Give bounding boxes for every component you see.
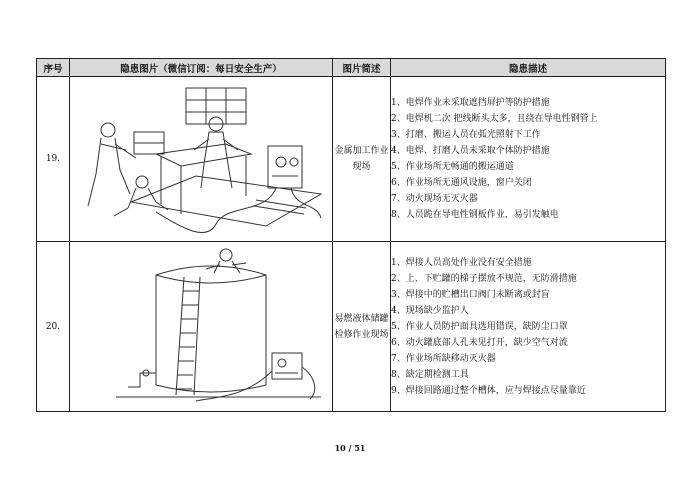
hazard-table: [36, 58, 666, 412]
row-number: 19.: [37, 77, 70, 242]
hazard-item: 2、电焊机二次 把线断头太多，且绕在导电性钢管上: [391, 114, 598, 124]
hazard-item: 2、上、下贮罐的梯子摆放不规范，无防滑措施: [391, 273, 577, 284]
hazard-item: 5、作业人员防护面具选用错误，缺防尘口罩: [391, 321, 568, 332]
hazard-item: 1、焊接人员高处作业没有安全措施: [391, 257, 532, 268]
hazard-item: 8、缺定期检测工具: [391, 369, 469, 380]
row-image-cell: [70, 77, 333, 242]
hazard-item: 1、电焊作业未采取遮挡屏护等防护措施: [391, 98, 550, 108]
hazard-item: 7、动火现场无灭火器: [391, 194, 478, 204]
hazard-item: 3、焊接中的贮槽出口阀门未断离或封盲: [391, 289, 550, 300]
hazard-list: [391, 95, 665, 223]
hazard-item: 6、动火罐底部人孔未见打开，缺少空气对流: [391, 337, 568, 348]
row-brief: 易燃液体储罐检修作业现场: [333, 242, 391, 412]
hazard-item: 4、现场缺少监护人: [391, 305, 469, 316]
hazard-item: 9、焊接回路通过整个槽体，应与焊接点尽量靠近: [391, 385, 586, 396]
hazard-item: 6、作业场所无通风设施，窗户关闭: [391, 178, 532, 188]
hazard-item: 8、人员跪在导电性钢板作业，易引发触电: [391, 210, 559, 220]
tank-welding-illustration: [76, 247, 326, 407]
row-brief: 金属加工作业现场: [333, 77, 391, 242]
row-description: [391, 77, 666, 242]
page-number: 10 / 51: [334, 443, 366, 453]
hazard-list: [391, 255, 665, 399]
welding-workshop-illustration: [76, 84, 326, 234]
row-description: [391, 242, 666, 412]
hazard-item: 7、作业场所缺移动灭火器: [391, 353, 496, 364]
header-brief: 图片简述: [333, 59, 391, 77]
hazard-item: 5、作业场所无畅通的搬运通道: [391, 162, 514, 172]
header-description: 隐患描述: [391, 59, 666, 77]
header-number: 序号: [37, 59, 70, 77]
hazard-item: 3、打磨、搬运人员在弧光照射下工作: [391, 130, 541, 140]
header-image: 隐患图片（微信订阅：每日安全生产）: [70, 59, 333, 77]
row-image-cell: [70, 242, 333, 412]
row-number: 20.: [37, 242, 70, 412]
table-row: [37, 77, 666, 242]
hazard-item: 4、电焊、打磨人员未采取个体防护措施: [391, 146, 550, 156]
table-row: [37, 242, 666, 412]
table-header-row: [37, 59, 666, 77]
